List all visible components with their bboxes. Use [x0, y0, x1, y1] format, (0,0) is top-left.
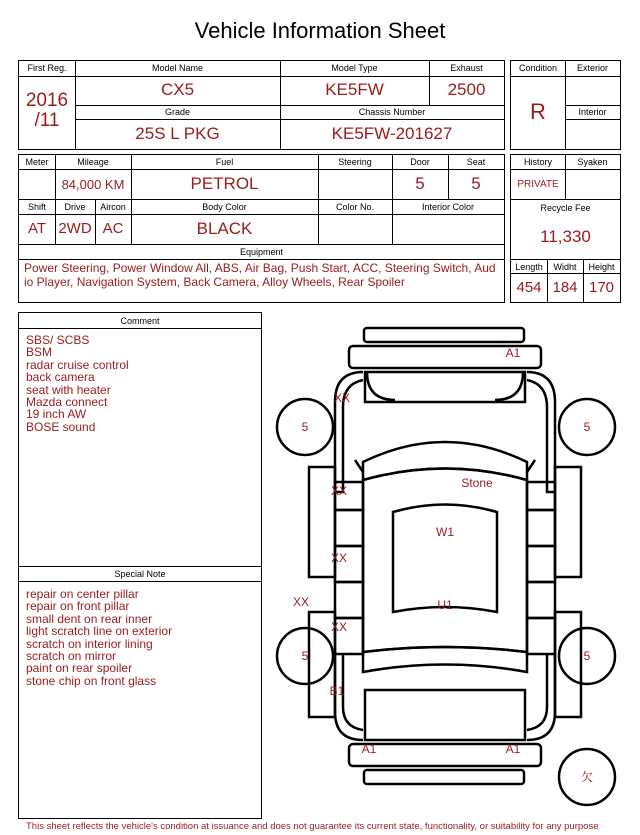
mark-a1-front: A1	[505, 346, 521, 360]
comment-item: seat with heater	[26, 382, 111, 397]
special-note-item: paint on rear spoiler	[26, 661, 133, 676]
mark-stone: Stone	[461, 476, 493, 490]
special-note-item: repair on front pillar	[26, 599, 130, 614]
aircon-value: AC	[102, 220, 124, 237]
comment-item: 19 inch AW	[26, 407, 87, 422]
history-label: History	[523, 157, 552, 167]
mark-xx-hood: XX	[333, 391, 351, 405]
first-reg-year: 2016	[25, 90, 69, 111]
model-name-value: CX5	[160, 80, 195, 99]
shift-value: AT	[27, 220, 47, 237]
steering-label: Steering	[338, 157, 372, 167]
comment-box	[18, 312, 262, 819]
syaken-label: Syaken	[577, 157, 608, 167]
comment-item: BSM	[26, 345, 53, 360]
tire-rear-right-depth: 5	[583, 649, 591, 663]
equipment-text: Power Steering, Power Window All, ABS, Air Bag, Push Start, ACC, Steering Switch, Audio Player, Navigation System, Back Camera, Alloy Wheels, Rear Spoiler	[24, 261, 496, 289]
meter-label: Meter	[25, 157, 49, 167]
first-reg-month: /11	[34, 110, 60, 131]
body-color-label: Body Color	[202, 202, 247, 212]
drive-label: Drive	[64, 202, 86, 212]
spare-tire-mark: 欠	[580, 770, 594, 784]
fuel-label: Fuel	[215, 157, 234, 167]
mileage-value: 84,000 KM	[61, 177, 125, 192]
equipment-label: Equipment	[239, 247, 284, 257]
seat-value: 5	[471, 174, 481, 193]
model-type-label: Model Type	[331, 63, 378, 73]
special-note-item: repair on center pillar	[26, 587, 139, 601]
grade-label: Grade	[164, 107, 190, 117]
width-label: Widht	[553, 262, 577, 272]
special-note-list	[26, 588, 172, 687]
mark-a1-rear-left: A1	[361, 742, 377, 756]
interior-label: Interior	[578, 107, 607, 117]
special-note-item: scratch on mirror	[26, 649, 117, 664]
special-note-item: stone chip on front glass	[26, 673, 157, 688]
chassis-number-label: Chassis Number	[358, 107, 426, 117]
height-label: Height	[588, 262, 615, 272]
grade-value: 25S L PKG	[135, 124, 220, 143]
condition-value: R	[530, 99, 546, 124]
aircon-label: Aircon	[100, 202, 126, 212]
model-type-value: KE5FW	[325, 80, 384, 99]
history-value: PRIVATE	[517, 179, 559, 190]
comment-label: Comment	[120, 316, 160, 326]
tire-front-right-depth: 5	[583, 420, 591, 434]
condition-label: Condition	[518, 63, 558, 73]
comment-item: back camera	[26, 370, 95, 385]
body-color-value: BLACK	[196, 219, 253, 238]
mark-xx-left-side: XX	[292, 595, 310, 609]
door-value: 5	[415, 174, 425, 193]
interior-color-label: Interior Color	[421, 202, 475, 212]
mark-xx-left-1: XX	[330, 484, 348, 498]
comment-item: radar cruise control	[26, 357, 129, 372]
mark-xx-left-2: XX	[330, 551, 348, 565]
mark-u1: U1	[437, 598, 453, 612]
drive-value: 2WD	[58, 220, 92, 237]
recycle-fee-value: 11,330	[540, 227, 591, 246]
fuel-value: PETROL	[190, 174, 259, 193]
comment-item: Mazda connect	[26, 395, 108, 410]
special-note-item: scratch on interior lining	[26, 636, 153, 651]
shift-label: Shift	[27, 202, 46, 212]
model-name-label: Model Name	[151, 63, 204, 73]
special-note-item: small dent on rear inner	[26, 611, 153, 626]
comment-item: SBS/ SCBS	[26, 333, 90, 347]
comment-item: BOSE sound	[26, 419, 96, 434]
width-value: 184	[552, 279, 578, 296]
info-block-top	[18, 60, 505, 150]
length-label: Length	[515, 262, 543, 272]
disclaimer-footer: This sheet reflects the vehicle's condition at issuance and does not guarantee its current state, functionality, or suitability for any purpose	[26, 821, 599, 832]
height-value: 170	[588, 279, 615, 296]
special-note-label: Special Note	[114, 569, 166, 579]
mark-b1: B1	[329, 684, 345, 698]
exhaust-value: 2500	[447, 80, 486, 99]
seat-label: Seat	[466, 157, 486, 167]
page-title: Vehicle Information Sheet	[194, 18, 446, 43]
car-diagram	[265, 312, 635, 822]
length-value: 454	[516, 279, 542, 296]
door-label: Door	[410, 157, 430, 167]
condition-block	[510, 60, 621, 150]
comment-list	[26, 334, 129, 433]
mark-xx-left-3: XX	[330, 620, 348, 634]
color-no-label: Color No.	[335, 202, 374, 212]
mileage-label: Mileage	[77, 157, 109, 167]
mark-a1-rear-right: A1	[505, 742, 521, 756]
chassis-number-value: KE5FW-201627	[331, 124, 453, 143]
first-reg-label: First Reg.	[27, 63, 67, 73]
special-note-item: light scratch line on exterior	[26, 624, 173, 639]
recycle-fee-label: Recycle Fee	[540, 203, 591, 213]
exterior-label: Exterior	[576, 63, 608, 73]
tire-rear-left-depth: 5	[301, 649, 309, 663]
mark-w1: W1	[436, 525, 454, 539]
exhaust-label: Exhaust	[450, 63, 483, 73]
history-block	[510, 154, 621, 303]
tire-front-left-depth: 5	[301, 420, 309, 434]
info-block-middle	[18, 154, 505, 303]
